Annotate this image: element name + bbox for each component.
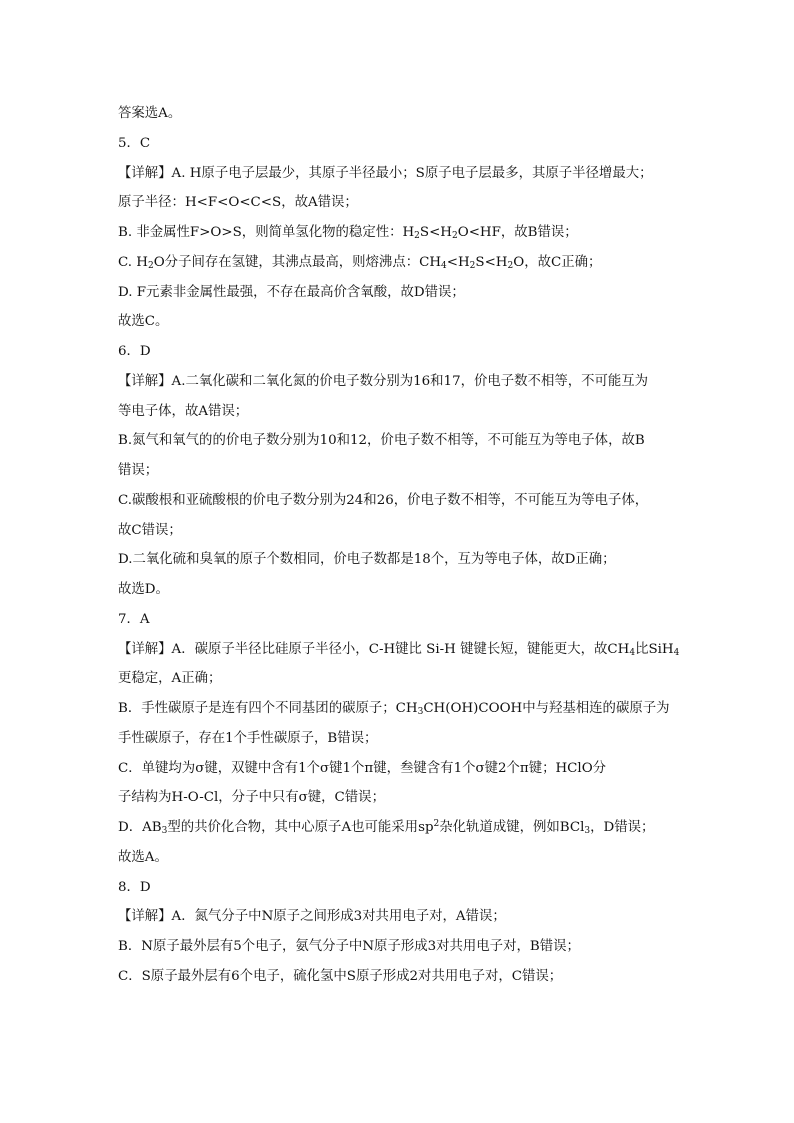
question-answer-6: 6．D [118,344,151,359]
text-line: C．单键均为σ键，双键中含有1个σ键1个π键，叁键含有1个σ键2个π键；HClO分 [118,760,607,776]
text-line: B.氮气和氧气的的价电子数分别为10和12，价电子数不相等，不可能互为等电子体，故B [118,433,645,449]
text-line: 手性碳原子，存在1个手性碳原子，B错误； [118,730,378,746]
text-line: 故选A。 [118,849,168,865]
text-line: C．S原子最外层有6个电子，硫化氢中S原子形成2对共用电子对，C错误； [118,968,563,984]
text-line: 【详解】A．氮气分子中N原子之间形成3对共用电子对，A错误； [118,909,506,925]
text-line: D.二氧化硫和臭氧的原子个数相同，价电子数都是18个，互为等电子体，故D正确； [118,552,616,568]
text-line: B．手性碳原子是连有四个不同基团的碳原子；$CH_3CH(OH)COOH$中与羟基相连的碳原子为 [118,701,670,717]
text-line: 【详解】A.二氧化碳和二氧化氮的价电子数分别为16和17，价电子数不相等，不可能互为 [118,373,649,389]
text-line: D．$AB_3$型的共价化合物，其中心原子A也可能采用$sp^2$杂化轨道成键，例如BCl$_3$，D错误； [118,819,655,836]
text-line: D. F元素非金属性最强，不存在最高价含氧酸，故D错误； [118,284,465,300]
text-line: 故选D。 [118,582,169,597]
text-line: 错误； [118,463,159,478]
text-line: 等电子体，故A错误； [118,403,249,419]
text-line: C.碳酸根和亚硫酸根的价电子数分别为24和26，价电子数不相等，不可能互为等电子体， [118,492,649,508]
text-line: C. $H_2O$分子间存在氢键，其沸点最高，则熔沸点：$CH_4<H_2S<H_2O$，故C正确； [118,254,602,271]
text-line: 原子半径：H<F<O<C<S，故A错误； [118,195,358,211]
text-line: B. 非金属性F>O>S，则简单氢化物的稳定性：$H_2S<H_2O<HF$，故B错误； [118,225,578,241]
question-answer-8: 8．D [118,879,151,895]
text-line: 故选C。 [118,314,169,330]
text-line: 更稳定，A正确； [118,671,222,687]
text-line: 【详解】A. H原子电子层最少，其原子半径最小；S原子电子层最多，其原子半径增最大； [118,165,653,181]
text-line: 故C错误； [118,522,182,538]
question-answer-7: 7．A [118,611,150,627]
text-line: 答案选A。 [118,106,182,121]
text-line: 子结构为H-O-Cl，分子中只有σ键，C错误； [118,790,385,806]
text-line: B．N原子最外层有5个电子，氨气分子中N原子形成3对共用电子对，B错误； [118,939,580,954]
text-line: 【详解】A．碳原子半径比硅原子半径小，C-H键比 Si-H 键键长短，键能更大，故$CH_4$比SiH$_4$ [118,641,680,658]
question-answer-5: 5．C [118,135,151,151]
